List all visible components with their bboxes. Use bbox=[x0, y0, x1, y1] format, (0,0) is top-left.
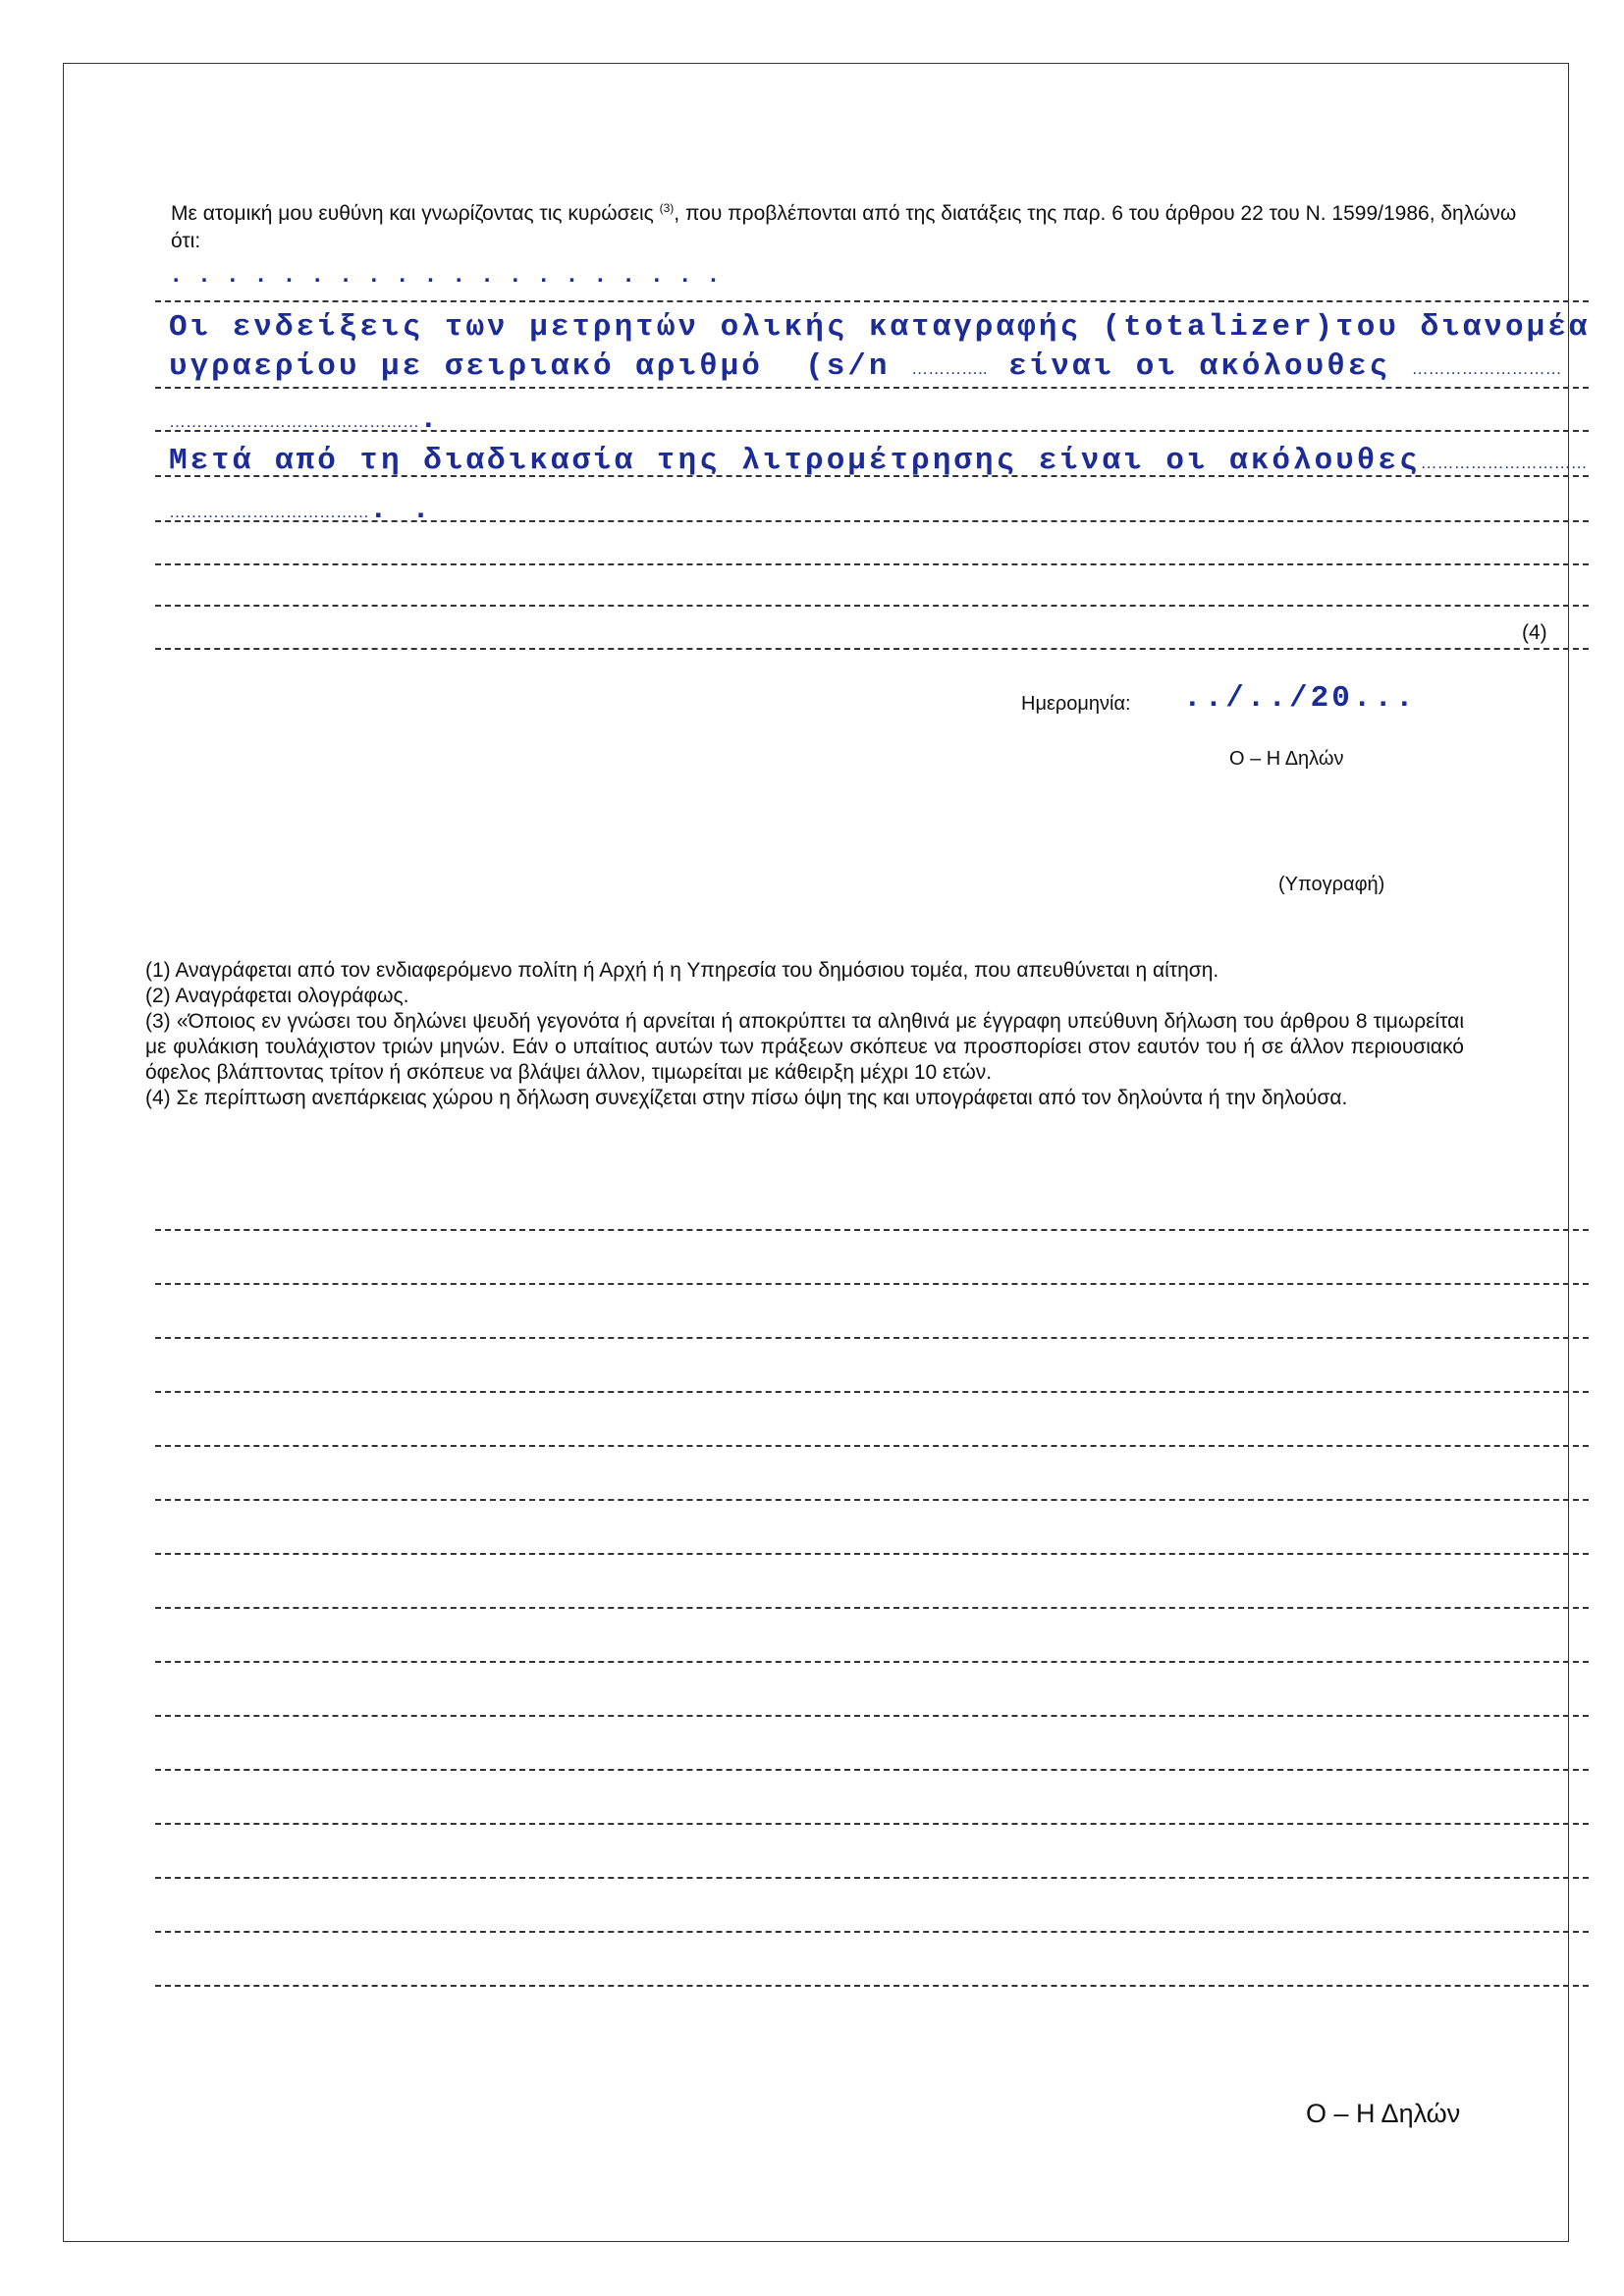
fill-line-1: Οι ενδείξεις των μετρητών ολικής καταγραφής (totalizer)του διανομέα bbox=[169, 310, 1591, 345]
writing-line[interactable] bbox=[155, 1337, 1589, 1339]
writing-line[interactable] bbox=[155, 1499, 1589, 1501]
intro-text: Με ατομική μου ευθύνη και γνωρίζοντας τις κυρώσεις bbox=[171, 202, 660, 225]
intro-text-cont: , που προβλέπονται από της διατάξεις της παρ. 6 του άρθρου 22 του Ν. 1599/1986, δηλώνω ότι: bbox=[171, 202, 1517, 252]
after-values-blank: ………………………… bbox=[1420, 454, 1588, 472]
writing-line[interactable] bbox=[155, 1391, 1589, 1393]
writing-line[interactable] bbox=[155, 1715, 1589, 1717]
date-value[interactable]: ../../20... bbox=[1183, 681, 1417, 716]
fill-line-2-text: υγραερίου με σειριακό αριθμό (s/n bbox=[169, 349, 912, 384]
after-values-blank-cont: ……………………………… bbox=[169, 503, 369, 521]
declaration-intro bbox=[171, 194, 1545, 255]
writing-line[interactable] bbox=[155, 1769, 1589, 1771]
writing-line[interactable] bbox=[155, 387, 1589, 389]
footnote-1: (1) Αναγράφεται από τον ενδιαφερόμενο πολίτη ή Αρχή ή η Υπηρεσία του δημόσιου τομέα, που απευθύνεται η αίτηση. bbox=[145, 959, 1219, 982]
writing-line[interactable] bbox=[155, 1985, 1589, 1987]
writing-line[interactable] bbox=[155, 1553, 1589, 1555]
writing-line[interactable] bbox=[155, 1445, 1589, 1447]
values-blank-cont: ……………………………………… bbox=[169, 412, 419, 431]
values-blank: ……………………… bbox=[1411, 359, 1562, 378]
fill-line-4-text: Μετά από τη διαδικασία της λιτρομέτρησης είναι οι ακόλουθες bbox=[169, 444, 1421, 478]
writing-line[interactable] bbox=[155, 1661, 1589, 1663]
writing-line[interactable] bbox=[155, 1229, 1589, 1231]
writing-line[interactable] bbox=[155, 605, 1589, 607]
fill-line-3 bbox=[169, 402, 441, 437]
signature-label: (Υπογραφή) bbox=[1278, 874, 1385, 895]
fill-line-2-text-b: είναι οι ακόλουθες bbox=[987, 349, 1412, 384]
writing-line[interactable] bbox=[155, 1283, 1589, 1285]
writing-line[interactable] bbox=[155, 1931, 1589, 1933]
date-label: Ημερομηνία: bbox=[1021, 693, 1131, 715]
fill-line-2 bbox=[169, 349, 1562, 384]
declarant-label-bottom: Ο – Η Δηλών bbox=[1306, 2099, 1461, 2128]
writing-line[interactable] bbox=[155, 563, 1589, 565]
writing-line[interactable] bbox=[155, 648, 1589, 650]
fill-line-3-end: . bbox=[419, 402, 441, 437]
footnote-3: (3) «Όποιος εν γνώσει του δηλώνει ψευδή γεγονότα ή αρνείται ή αποκρύπτει τα αληθινά με έγγραφη υπεύθυνη δήλωση του άρθρου 8 τιμωρείται με φυλάκιση τουλάχιστον τριών μηνών. Εάν ο υπαίτιος αυτών των πράξεων σκόπευε να προσπορίσει στον εαυτόν του ή σε άλλον περιουσιακό όφελος βλάπτοντας τρίτον ή σκόπευε να βλάψει άλλον, τιμωρείται με κάθειρξη μέχρι 10 ετών. bbox=[145, 1010, 1464, 1084]
footnotes bbox=[145, 958, 1464, 1111]
fill-line-5-end: . . bbox=[369, 493, 433, 527]
writing-line[interactable] bbox=[155, 300, 1589, 302]
declarant-label: Ο – Η Δηλών bbox=[1229, 748, 1344, 770]
footnote-2: (2) Αναγράφεται ολογράφως. bbox=[145, 985, 409, 1007]
writing-line[interactable] bbox=[155, 1823, 1589, 1825]
footnote-4: (4) Σε περίπτωση ανεπάρκειας χώρου η δήλωση συνεχίζεται στην πίσω όψη της και υπογράφεται από τον δηλούντα ή την δηλούσα. bbox=[145, 1087, 1348, 1109]
writing-line[interactable] bbox=[155, 1607, 1589, 1609]
fill-line-5 bbox=[169, 493, 433, 527]
page-border bbox=[63, 63, 1569, 2242]
writing-line[interactable] bbox=[155, 1877, 1589, 1879]
serial-number-blank: ………….. bbox=[911, 359, 988, 378]
fill-dots-line: . . . . . . . . . . . . . . . . . . . . bbox=[169, 263, 721, 290]
fill-line-4 bbox=[169, 444, 1588, 478]
note-ref-4: (4) bbox=[1522, 621, 1547, 644]
intro-footnote-ref: (3) bbox=[659, 201, 675, 215]
